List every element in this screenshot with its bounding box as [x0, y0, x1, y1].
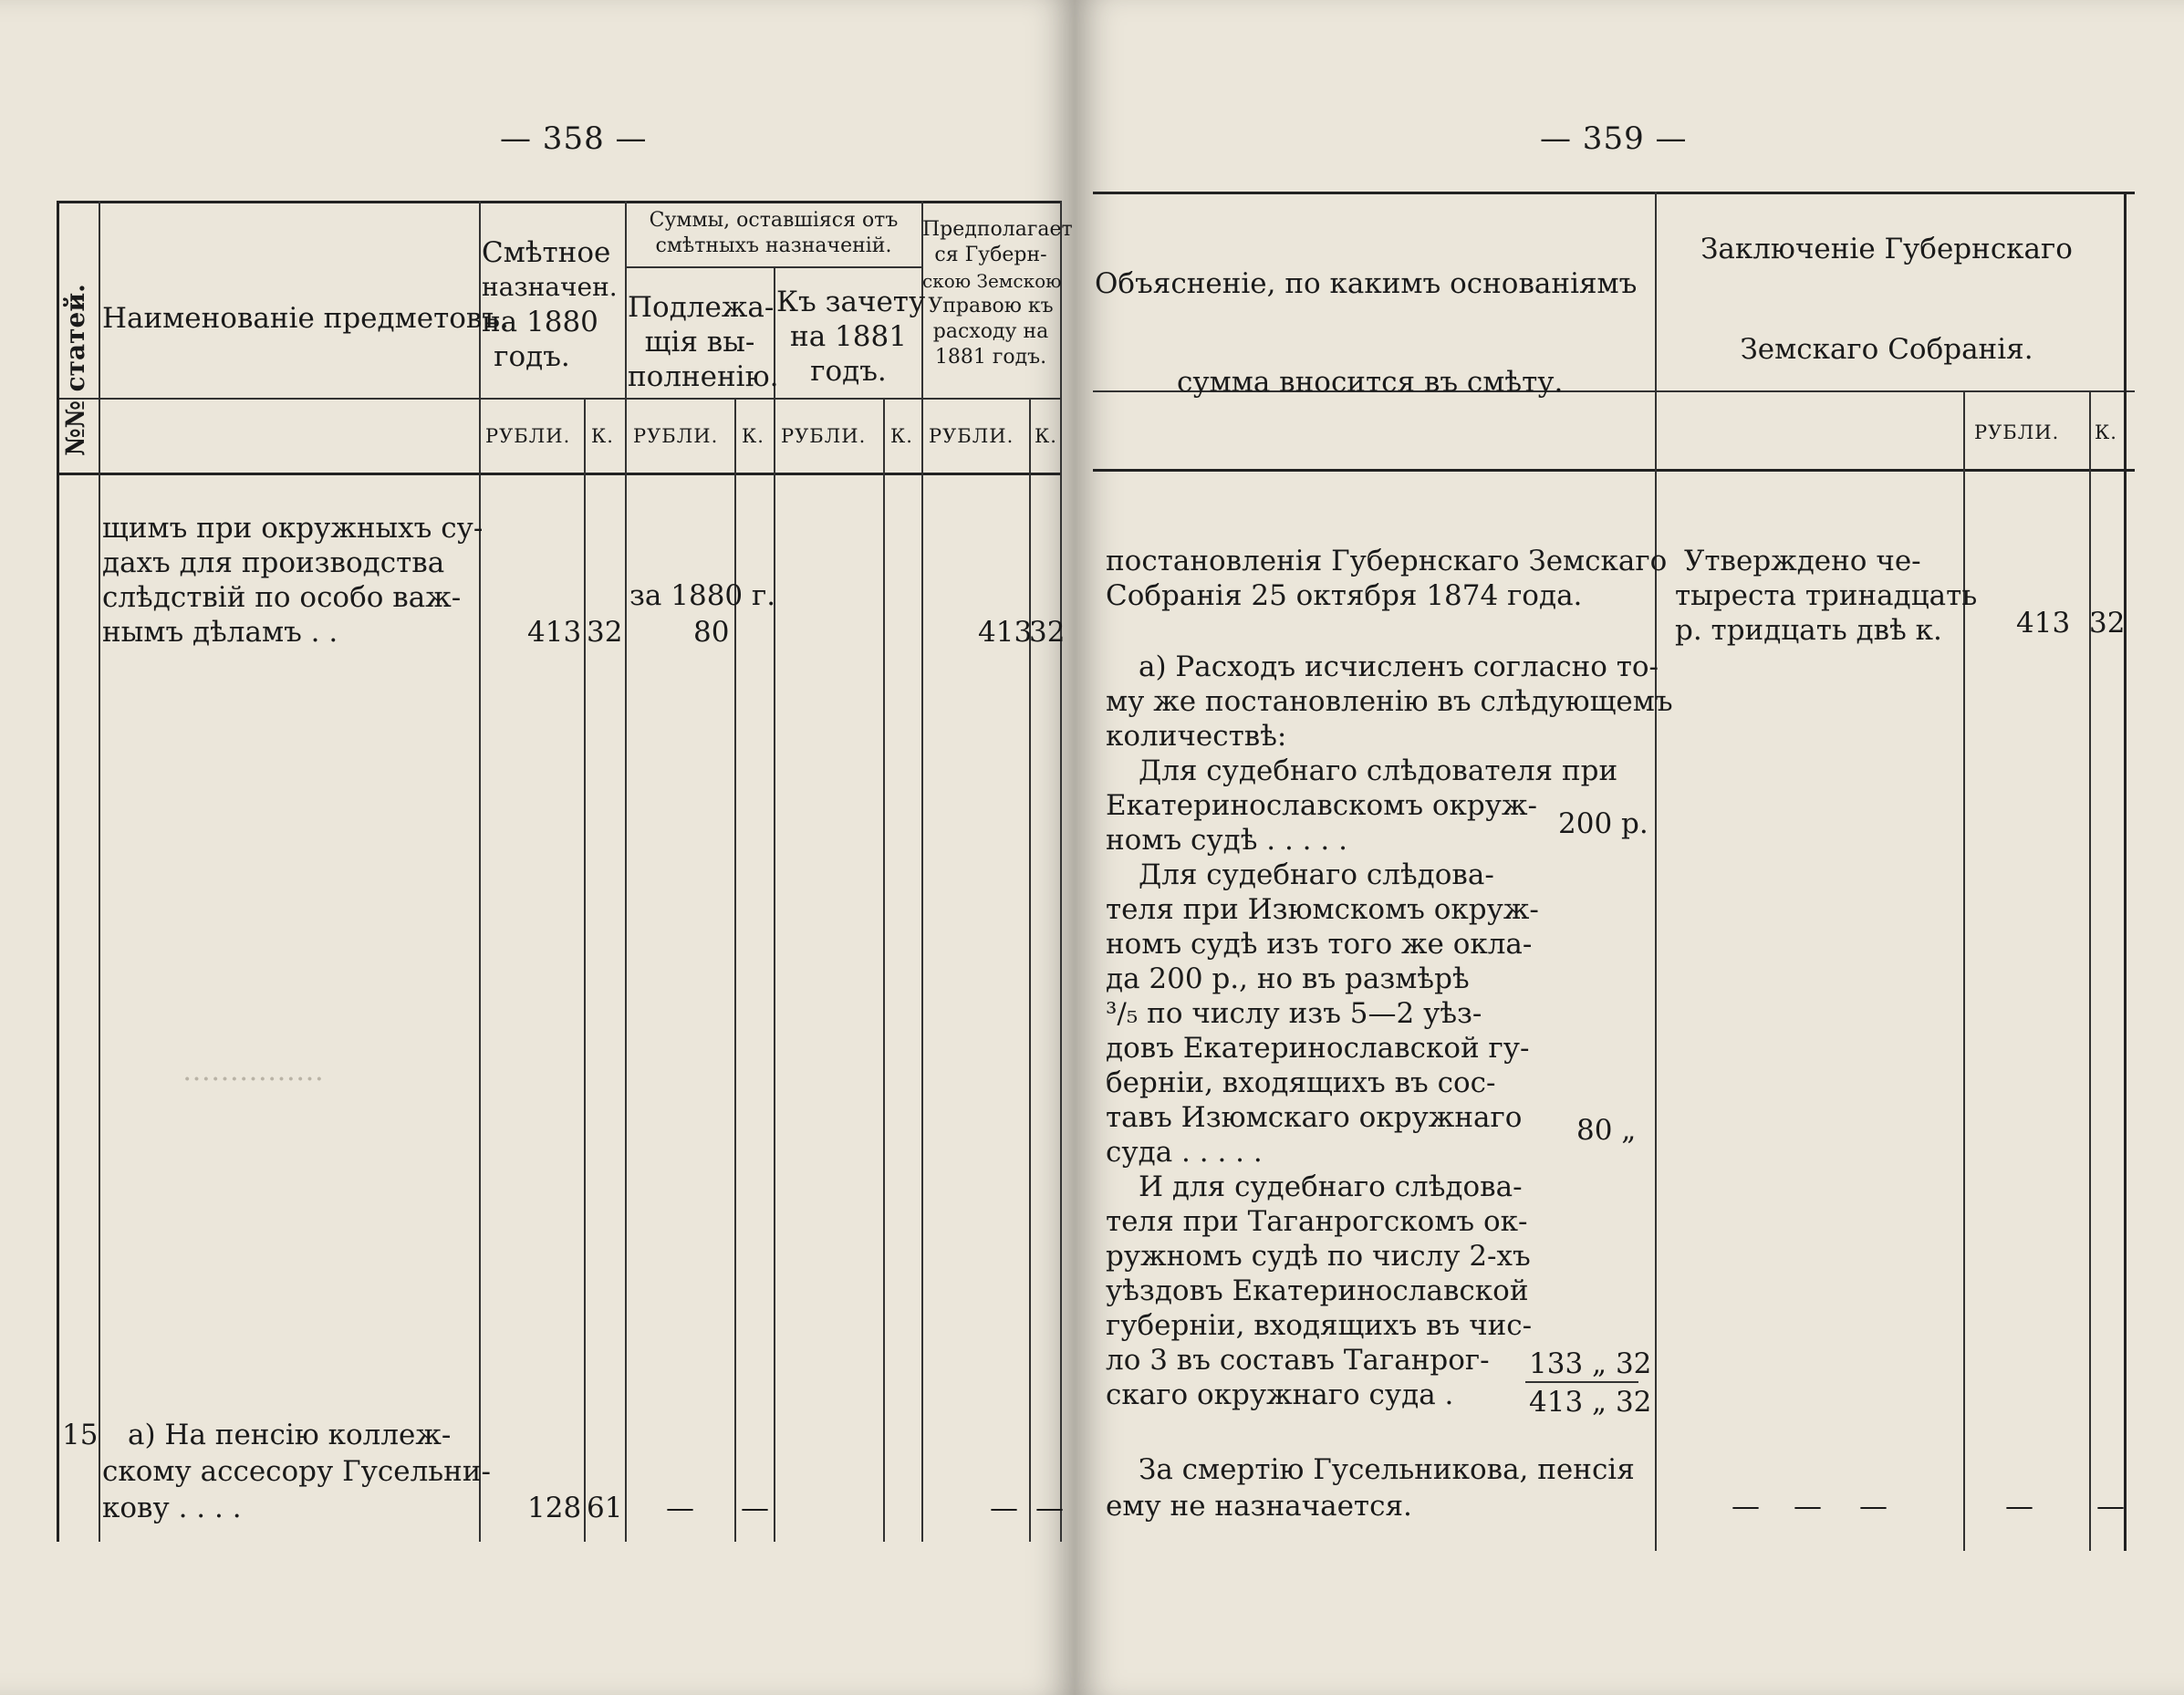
col-line	[625, 201, 627, 1542]
conclusion-kop: 32	[2089, 607, 2126, 640]
units-row-border	[57, 398, 1060, 400]
row2-dash: —	[741, 1492, 769, 1524]
unit-rub: РУБЛИ.	[633, 425, 719, 447]
explanation-line: а) Расходъ исчисленъ согласно то-	[1139, 650, 1659, 683]
col-line	[2124, 192, 2127, 1551]
explanation-line: постановленія Губернскаго Земскаго	[1106, 545, 1668, 577]
header-proposed-4: Управою къ	[928, 295, 1054, 317]
header-credit-1: Къ зачету	[776, 286, 926, 318]
conclusion-line1: Утверждено че-	[1684, 545, 1921, 577]
explanation-line: теля при Изюмскомъ окруж-	[1106, 893, 1539, 926]
unit-rub: РУБЛИ.	[781, 425, 867, 447]
header-proposed-1: Предполагает	[922, 218, 1073, 241]
row1-due-rub: 80	[693, 616, 730, 649]
row2-dash: —	[666, 1492, 694, 1524]
row2-line2: скому ассесору Гусельни-	[102, 1455, 491, 1488]
conclusion-line3: р. тридцать двѣ к.	[1675, 614, 1942, 647]
explanation-line: Екатеринославскомъ окруж-	[1106, 789, 1538, 822]
row1-estimate-kop: 32	[587, 616, 623, 649]
header-proposed-6: 1881 годъ.	[934, 346, 1047, 369]
closing-line2: ему не назначается.	[1106, 1490, 1412, 1523]
header-credit-2: на 1881	[790, 320, 907, 353]
right-page	[1075, 0, 2184, 1695]
row2-estimate-kop: 61	[587, 1492, 623, 1524]
explanation-line: номъ судѣ изъ того же окла-	[1106, 928, 1533, 961]
left-page	[0, 0, 1075, 1695]
table-top-border	[57, 201, 1060, 203]
unit-kop: К.	[742, 425, 764, 447]
dash: —	[1732, 1490, 1760, 1523]
row2-estimate-rub: 128	[527, 1492, 582, 1524]
header-proposed-2: ся Губерн-	[934, 244, 1047, 266]
bleed-through: ……………	[182, 1055, 324, 1087]
sum-line	[1525, 1381, 1638, 1383]
header-due-3: полненію.	[628, 360, 779, 393]
dash: —	[1794, 1490, 1822, 1523]
row1-proposed-rub: 413	[978, 616, 1033, 649]
explanation-line: суда . . . . .	[1106, 1136, 1263, 1169]
row1-line2: дахъ для производства	[102, 546, 445, 579]
header-proposed-5: расходу на	[932, 320, 1049, 343]
row1-due-label: за 1880 г.	[629, 579, 776, 612]
col-line	[1060, 201, 1062, 1542]
unit-kop: К.	[1035, 425, 1057, 447]
col-line	[479, 201, 481, 1542]
col-line	[734, 398, 736, 1542]
explanation-line: Для судебнаго слѣдова-	[1139, 858, 1494, 891]
header-bottom-border	[57, 473, 1060, 475]
row2-num: 15	[62, 1419, 99, 1451]
col-line	[1655, 192, 1657, 1551]
unit-kop: К.	[2095, 421, 2117, 443]
header-estimate-3: на 1880	[482, 306, 598, 338]
header-remaining-2: смѣтныхъ назначеній.	[655, 234, 892, 257]
explanation-line: скаго окружнаго суда .	[1106, 1378, 1454, 1411]
header-estimate-4: годъ.	[494, 340, 570, 373]
explanation-line: губерніи, входящихъ въ чис-	[1106, 1309, 1533, 1342]
dash: —	[2005, 1490, 2033, 1523]
header-num-col: №№ статей.	[60, 284, 90, 456]
header-name-col: Наименованіе предметовъ.	[102, 302, 509, 335]
row1-line4: нымъ дѣламъ . .	[102, 616, 338, 649]
explanation-line: уѣздовъ Екатеринославской	[1106, 1274, 1529, 1307]
explanation-line: берніи, входящихъ въ сос-	[1106, 1066, 1496, 1099]
header-explanation-2: сумма вносится въ смѣту.	[1177, 366, 1564, 399]
unit-rub: РУБЛИ.	[929, 425, 1014, 447]
explanation-line: тавъ Изюмскаго окружнаго	[1106, 1101, 1523, 1134]
row1-estimate-rub: 413	[527, 616, 582, 649]
row2-dash: —	[1035, 1492, 1064, 1524]
explanation-line: да 200 р., но въ размѣрѣ	[1106, 962, 1470, 995]
row2-dash: —	[990, 1492, 1018, 1524]
col-line	[1963, 390, 1965, 1551]
col-line	[57, 201, 59, 1542]
amount-total: 413 „ 32	[1529, 1386, 1652, 1419]
amount-2: 80 „	[1576, 1114, 1637, 1147]
explanation-line: Собранія 25 октября 1874 года.	[1106, 579, 1583, 612]
page-number-right: — 359 —	[1540, 120, 1688, 157]
header-remaining-1: Суммы, оставшіяся отъ	[649, 209, 899, 232]
unit-rub: РУБЛИ.	[485, 425, 571, 447]
col-line	[99, 201, 100, 1542]
conclusion-line2: тыреста тринадцать	[1675, 579, 1978, 612]
header-estimate-1: Смѣтное	[482, 236, 611, 269]
explanation-line: ружномъ судѣ по числу 2-хъ	[1106, 1240, 1531, 1273]
col-line	[1029, 398, 1031, 1542]
row2-line3: кову . . . .	[102, 1492, 242, 1524]
col-line	[921, 201, 923, 1542]
row1-line1: щимъ при окружныхъ су-	[102, 512, 484, 545]
explanation-line: теля при Таганрогскомъ ок-	[1106, 1205, 1528, 1238]
amount-3: 133 „ 32	[1529, 1347, 1652, 1380]
explanation-line: му же постановленію въ слѣдующемъ	[1106, 685, 1673, 718]
conclusion-rub: 413	[2016, 607, 2071, 640]
explanation-line: И для судебнаго слѣдова-	[1139, 1170, 1523, 1203]
row1-line3: слѣдствій по особо важ-	[102, 581, 462, 614]
explanation-line: ³/₅ по числу изъ 5—2 уѣз-	[1106, 997, 1482, 1030]
row2-line1: а) На пенсію коллеж-	[128, 1419, 452, 1451]
explanation-line: довъ Екатеринославской гу-	[1106, 1032, 1530, 1065]
header-bottom-border	[1093, 469, 2135, 472]
page-number-left: — 358 —	[500, 120, 648, 157]
row1-proposed-kop: 32	[1029, 616, 1066, 649]
col-line	[774, 266, 775, 1542]
header-proposed-3: скою Земскою	[922, 270, 1062, 292]
amount-1: 200 р.	[1558, 807, 1648, 840]
explanation-line: ло 3 въ составъ Таганрог-	[1106, 1344, 1490, 1377]
dash: —	[1859, 1490, 1888, 1523]
explanation-line: номъ судѣ . . . . .	[1106, 824, 1347, 857]
col-line	[2089, 390, 2091, 1551]
explanation-line: количествѣ:	[1106, 720, 1287, 753]
col-line	[883, 398, 885, 1542]
unit-kop: К.	[890, 425, 913, 447]
dash: —	[2096, 1490, 2125, 1523]
header-due-2: щія вы-	[644, 326, 755, 359]
closing-line1: За смертію Гусельникова, пенсія	[1139, 1453, 1635, 1486]
header-estimate-2: назначен.	[482, 272, 618, 302]
header-explanation-1: Объясненіе, по какимъ основаніямъ	[1095, 267, 1638, 300]
explanation-line: Для судебнаго слѣдователя при	[1139, 754, 1618, 787]
header-due-1: Подлежа-	[628, 291, 775, 324]
header-conclusion-2: Земскаго Собранія.	[1740, 333, 2033, 366]
header-conclusion-1: Заключеніе Губернскаго	[1700, 233, 2073, 265]
unit-kop: К.	[591, 425, 614, 447]
header-credit-3: годъ.	[810, 355, 887, 388]
col-line	[584, 398, 586, 1542]
unit-rub: РУБЛИ.	[1974, 421, 2060, 443]
table-top-border	[1093, 192, 2135, 194]
